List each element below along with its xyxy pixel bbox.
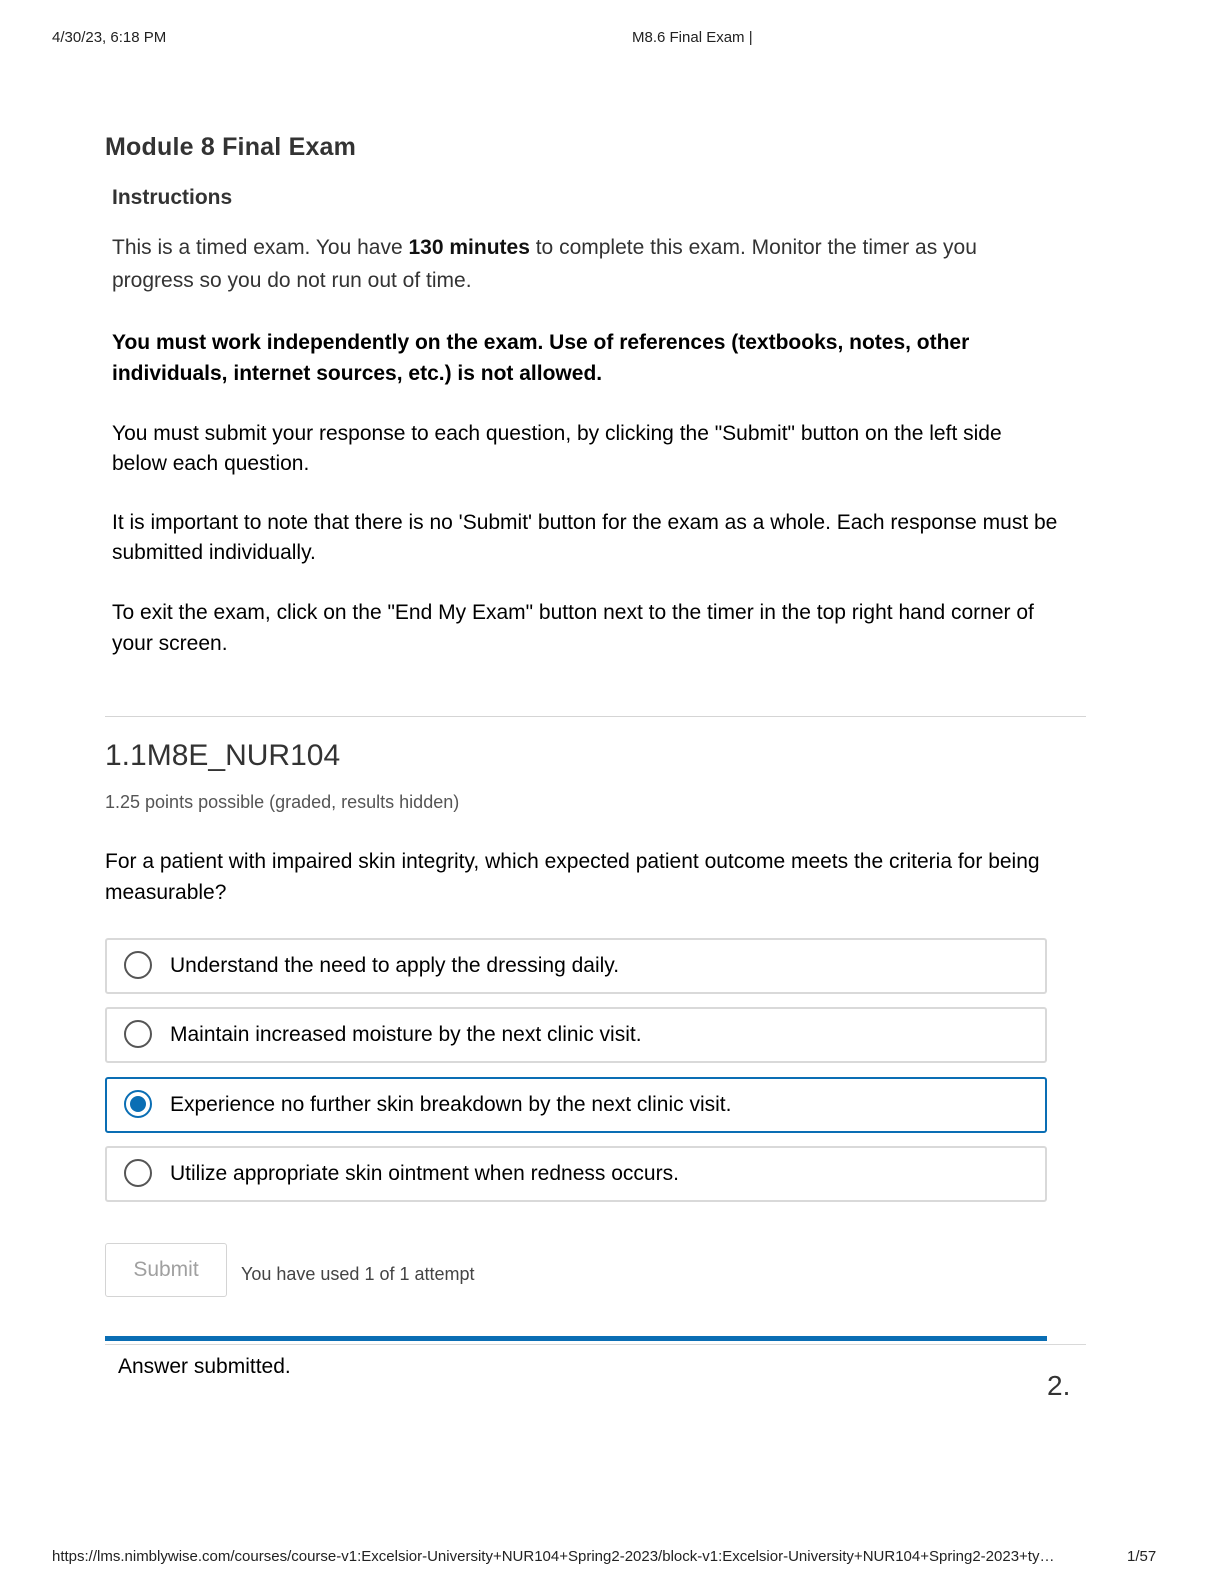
choice-label: Utilize appropriate skin ointment when redness occurs.: [170, 1162, 679, 1185]
instructions-paragraph-submit: You must submit your response to each question, by clicking the "Submit" button on the left side below each question.: [112, 422, 1002, 475]
attempts-used: You have used 1 of 1 attempt: [241, 1264, 475, 1284]
instructions-time-limit: 130 minutes: [408, 236, 530, 259]
instructions-paragraph-no-exam-submit: It is important to note that there is no 'Submit' button for the exam as a whole. Each response must be submitted individually.: [112, 511, 1058, 564]
choice-label: Experience no further skin breakdown by the next clinic visit.: [170, 1093, 732, 1116]
radio-button[interactable]: [124, 1159, 152, 1187]
print-header-title: M8.6 Final Exam |: [632, 29, 753, 46]
notification-accent-bar: [105, 1336, 1047, 1341]
print-footer-page: 1/57: [1127, 1548, 1157, 1565]
notification-divider: [105, 1344, 1086, 1345]
instructions-paragraph-timed: [112, 231, 1012, 297]
print-header-datetime: 4/30/23, 6:18 PM: [52, 29, 167, 46]
next-problem-number: 2.: [1047, 1370, 1071, 1401]
page-title: Module 8 Final Exam: [105, 133, 357, 161]
radio-button[interactable]: [124, 1020, 152, 1048]
choice-option-4[interactable]: [105, 1146, 1047, 1202]
instructions-text: to complete this exam. Monitor the timer as you progress so you do not run out of time.: [112, 236, 977, 292]
radio-button[interactable]: [124, 951, 152, 979]
print-footer-url: https://lms.nimblywise.com/courses/course-v1:Excelsior-University+NUR104+Spring2-2023/block-v1:Excelsior-University+NUR104+Spring2-2023+ty…: [52, 1548, 1055, 1565]
problem-title: 1.1M8E_NUR104: [105, 739, 341, 772]
instructions-heading: Instructions: [112, 186, 233, 209]
instructions-text: This is a timed exam. You have: [112, 236, 409, 259]
choice-option-3[interactable]: [105, 1077, 1047, 1133]
choice-label: Understand the need to apply the dressing daily.: [170, 954, 620, 977]
radio-button-selected[interactable]: [124, 1090, 152, 1118]
answer-submitted-message: Answer submitted.: [118, 1355, 291, 1378]
submit-button[interactable]: Submit: [105, 1243, 227, 1297]
instructions-paragraph-exit: To exit the exam, click on the "End My Exam" button next to the timer in the top right hand corner of your screen.: [112, 601, 1034, 655]
choice-label: Maintain increased moisture by the next clinic visit.: [170, 1023, 642, 1046]
choice-option-1[interactable]: [105, 938, 1047, 994]
points-possible: 1.25 points possible (graded, results hidden): [105, 792, 460, 812]
choice-option-2[interactable]: [105, 1007, 1047, 1063]
instructions-paragraph-independent: You must work independently on the exam. Use of references (textbooks, notes, other individuals, internet sources, etc.) is not allowed.: [112, 331, 970, 385]
section-divider: [105, 716, 1086, 717]
question-text: For a patient with impaired skin integrity, which expected patient outcome meets the criteria for being measurable?: [105, 850, 1040, 904]
